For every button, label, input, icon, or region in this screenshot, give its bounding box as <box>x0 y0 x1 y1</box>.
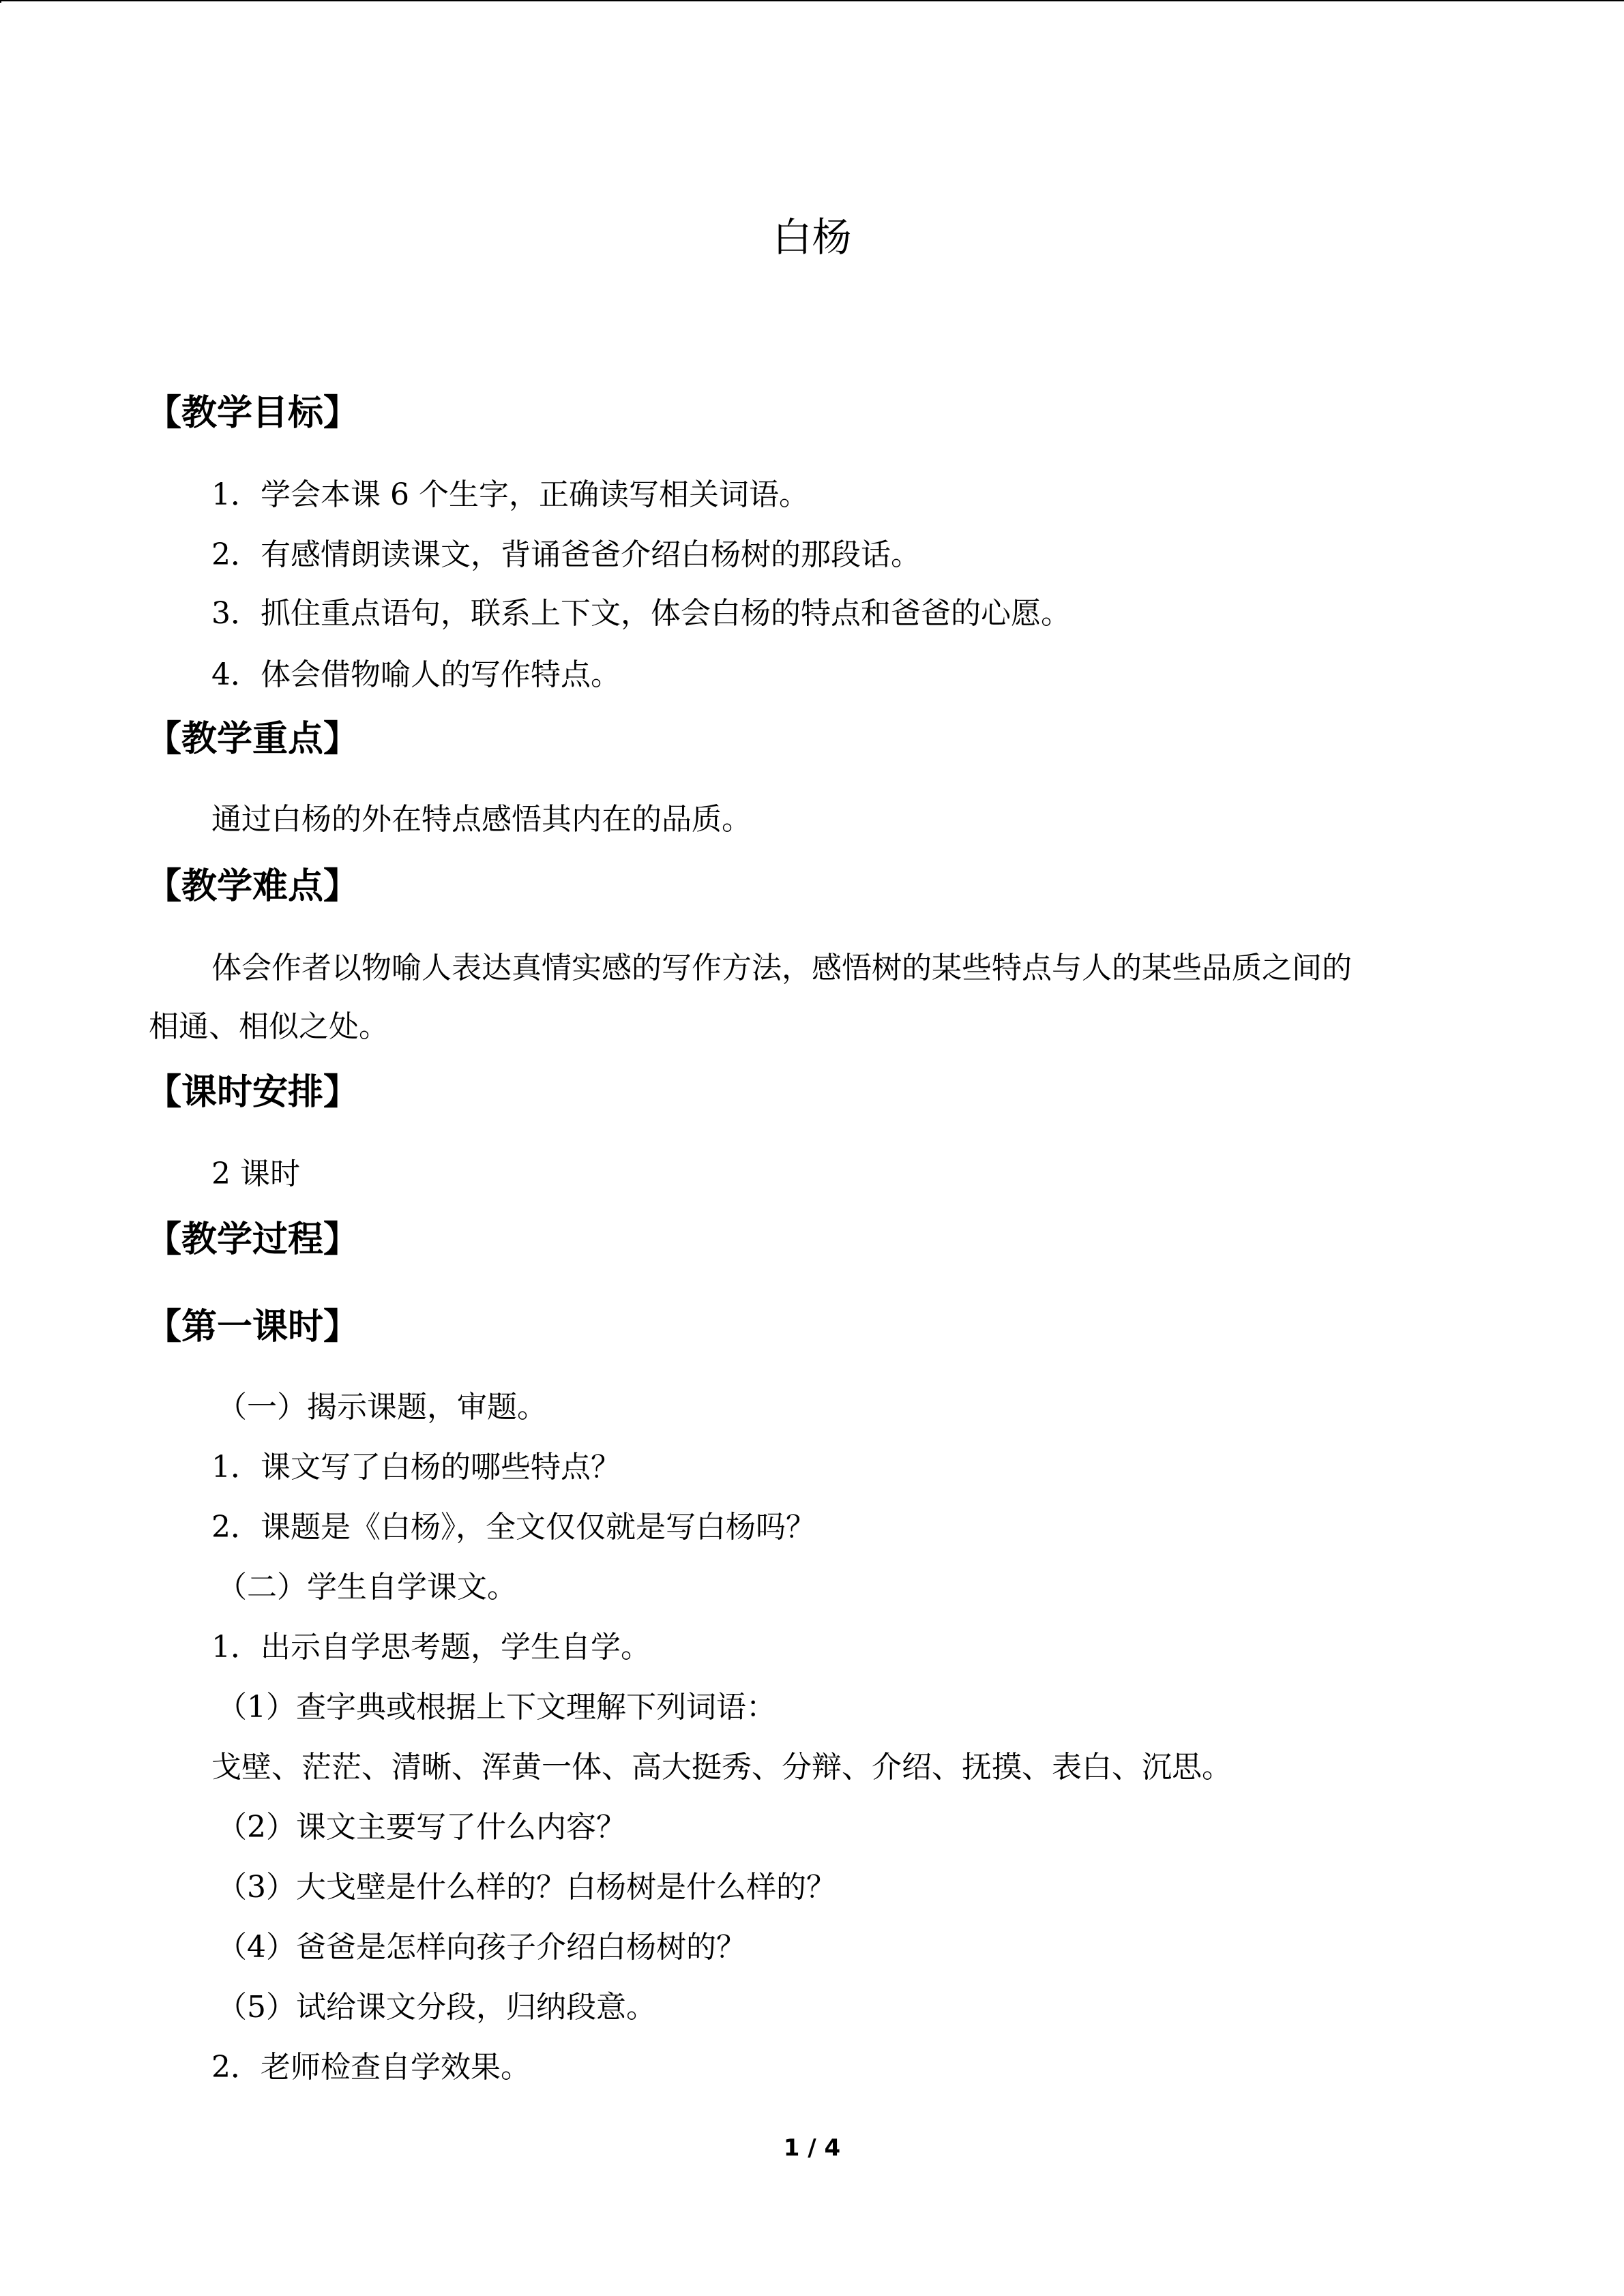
lesson-line-6: （1）查字典或根据上下文理解下列词语： <box>217 1690 776 1725</box>
schedule-text: 2 课时 <box>211 1157 300 1191</box>
lesson-line-11: （5）试给课文分段，归纳段意。 <box>217 1990 656 2025</box>
key-points-text: 通过白杨的外在特点感悟其内在的品质。 <box>211 802 752 837</box>
heading-schedule: 【课时安排】 <box>146 1072 359 1113</box>
objective-item-4: 4．体会借物喻人的写作特点。 <box>211 657 621 692</box>
page-top-border <box>0 0 1624 3</box>
document-title: 白杨 <box>772 214 852 260</box>
lesson-line-5: 1．出示自学思考题，学生自学。 <box>211 1630 651 1665</box>
page-number: 1 / 4 <box>783 2134 841 2162</box>
heading-objectives: 【教学目标】 <box>146 393 359 434</box>
lesson-line-8: （2）课文主要写了什么内容？ <box>217 1810 626 1845</box>
objective-item-3: 3．抓住重点语句，联系上下文，体会白杨的特点和爸爸的心愿。 <box>211 596 1071 631</box>
lesson-line-2: 1．课文写了白杨的哪些特点？ <box>211 1450 621 1485</box>
difficulties-text-line-1: 体会作者以物喻人表达真情实感的写作方法，感悟树的某些特点与人的某些品质之间的 <box>211 951 1352 985</box>
lesson-line-12: 2．老师检查自学效果。 <box>211 2050 531 2085</box>
lesson-line-9: （3）大戈壁是什么样的？白杨树是什么样的？ <box>217 1870 836 1905</box>
heading-lesson-one: 【第一课时】 <box>146 1307 359 1347</box>
difficulties-text-line-2: 相通、相似之处。 <box>149 1009 389 1044</box>
lesson-line-1: （一）揭示课题，审题。 <box>217 1390 547 1425</box>
heading-difficulties: 【教学难点】 <box>146 866 359 907</box>
heading-key-points: 【教学重点】 <box>146 719 359 760</box>
lesson-line-7: 戈壁、茫茫、清晰、浑黄一体、高大挺秀、分辩、介绍、抚摸、表白、沉思。 <box>211 1750 1232 1785</box>
lesson-line-3: 2．课题是《白杨》，全文仅仅就是写白杨吗？ <box>211 1510 816 1545</box>
lesson-line-4: （二）学生自学课文。 <box>217 1570 517 1605</box>
lesson-line-10: （4）爸爸是怎样向孩子介绍白杨树的？ <box>217 1930 746 1965</box>
objective-item-2: 2．有感情朗读课文，背诵爸爸介绍白杨树的那段话。 <box>211 537 921 572</box>
objective-item-1: 1．学会本课 6 个生字，正确读写相关词语。 <box>211 477 809 512</box>
heading-process: 【教学过程】 <box>146 1219 359 1260</box>
